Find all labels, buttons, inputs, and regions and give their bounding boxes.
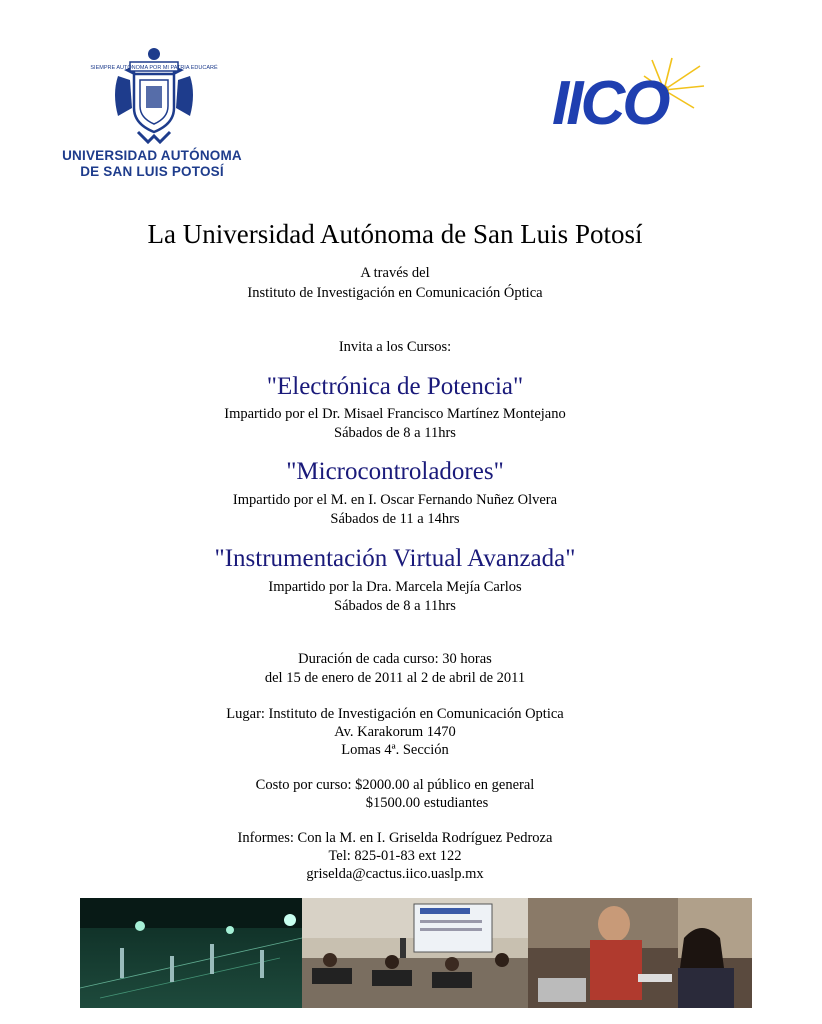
street-text: Av. Karakorum 1470: [334, 724, 456, 740]
cost-public-text: Costo por curso: $2000.00 al público en general: [255, 777, 535, 793]
photo-optics-lab: [80, 898, 302, 1008]
course-title-2: "Microcontroladores": [286, 458, 504, 485]
cost-students-text: $1500.00 estudiantes: [365, 795, 489, 811]
email-text: griselda@cactus.iico.uaslp.mx: [306, 866, 484, 882]
iico-logo: [548, 52, 708, 136]
photo-classroom: [302, 898, 528, 1008]
info-contact-text: Informes: Con la M. en I. Griselda Rodríguez Pedroza: [237, 830, 553, 846]
invite-text: Invita a los Cursos:: [338, 339, 452, 355]
course-schedule-1: Sábados de 8 a 11hrs: [334, 425, 456, 441]
photo-lab-researchers: [528, 898, 752, 1008]
uaslp-seal-text: SIEMPRE AUTÓNOMA POR MI PATRIA EDUCARÉ: [90, 65, 218, 71]
dates-text: del 15 de enero de 2011 al 2 de abril de 2011: [264, 670, 526, 686]
uaslp-eagle-seal-icon: [90, 46, 218, 146]
course-schedule-2: Sábados de 11 a 14hrs: [330, 511, 460, 527]
phone-text: Tel: 825-01-83 ext 122: [328, 848, 462, 864]
duration-text: Duración de cada curso: 30 horas: [298, 651, 492, 667]
course-instructor-1: Impartido por el Dr. Misael Francisco Martínez Montejano: [224, 406, 566, 422]
section-text: Lomas 4ª. Sección: [341, 742, 449, 758]
uaslp-name-line2: DE SAN LUIS POTOSÍ: [80, 164, 224, 179]
through-text: A través del: [360, 265, 430, 281]
course-title-1: "Electrónica de Potencia": [266, 373, 524, 400]
course-title-3: "Instrumentación Virtual Avanzada": [214, 545, 576, 572]
course-instructor-2: Impartido por el M. en I. Oscar Fernando Nuñez Olvera: [232, 492, 558, 508]
course-schedule-3: Sábados de 8 a 11hrs: [334, 598, 456, 614]
uaslp-logo: [62, 44, 242, 179]
place-text: Lugar: Instituto de Investigación en Comunicación Optica: [226, 706, 564, 722]
uaslp-name-line1: UNIVERSIDAD AUTÓNOMA: [62, 148, 242, 163]
main-title: La Universidad Autónoma de San Luis Potosí: [147, 219, 643, 249]
photo-strip: [80, 898, 752, 1008]
iico-logo-icon: [548, 52, 708, 136]
iico-logo-text: IICO: [552, 69, 668, 138]
course-instructor-3: Impartido por la Dra. Marcela Mejía Carlos: [268, 579, 522, 595]
institute-name: Instituto de Investigación en Comunicación Óptica: [247, 285, 543, 301]
